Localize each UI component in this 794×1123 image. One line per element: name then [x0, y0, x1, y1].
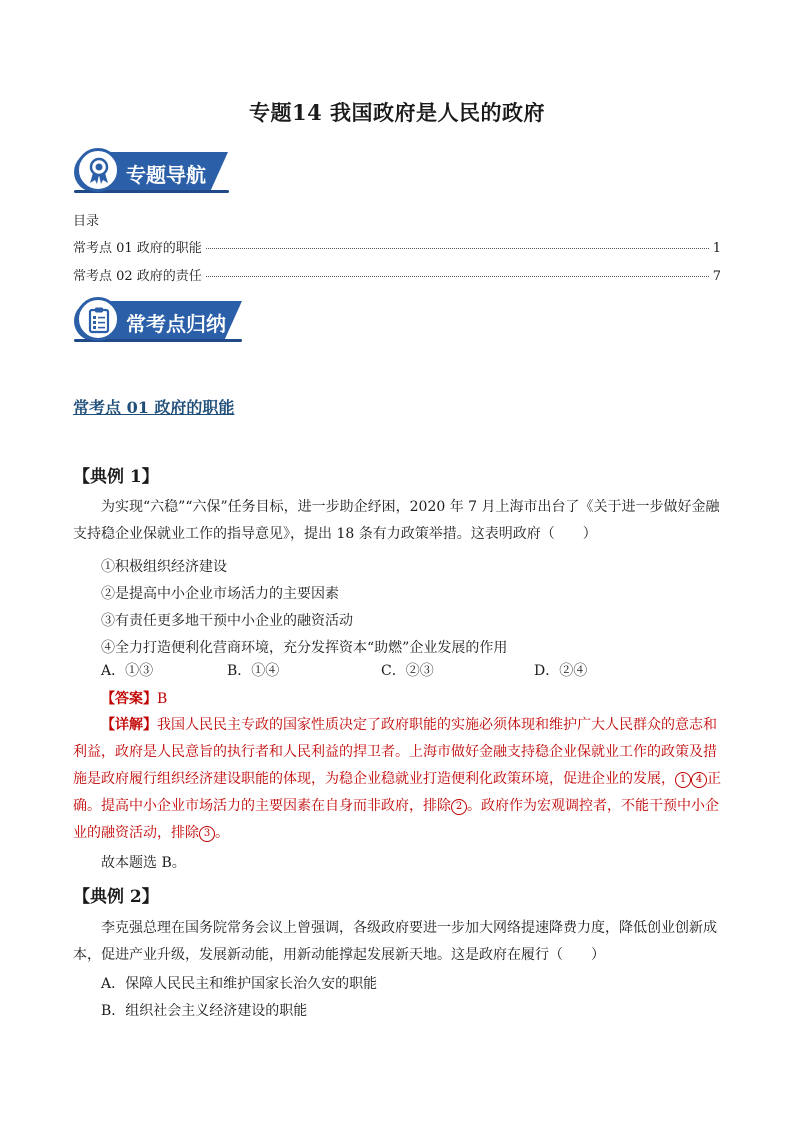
summary-banner: [74, 301, 242, 341]
toc-item-label: 常考点 02 政府的责任: [73, 269, 202, 284]
summary-banner-label: 常考点归纳: [126, 312, 226, 336]
example-2-title: 【典例 2】: [73, 887, 159, 907]
example-2-option-b[interactable]: B．组织社会主义经济建设的职能: [101, 1003, 308, 1019]
option-c[interactable]: C．②③: [381, 663, 434, 679]
toc-item[interactable]: [73, 265, 721, 284]
section-heading-link[interactable]: 常考点 01 政府的职能: [73, 398, 235, 417]
answer-line: [101, 688, 167, 708]
statement-4: ④全力打造便利化营商环境，充分发挥资本“助燃”企业发展的作用: [101, 640, 508, 656]
award-ribbon-icon: [76, 148, 120, 192]
example-1-title: 【典例 1】: [73, 467, 159, 487]
detail-tag: 【详解】: [101, 717, 157, 733]
statement-1: ①积极组织经济建设: [101, 559, 227, 575]
statement-3: ③有责任更多地干预中小企业的融资活动: [101, 613, 353, 629]
answer-value: B: [157, 691, 168, 707]
circled-number: 3: [199, 826, 215, 842]
guide-banner: [74, 152, 229, 192]
circled-number: 4: [691, 772, 707, 788]
option-a[interactable]: A．①③: [101, 663, 154, 679]
guide-banner-label: 专题导航: [126, 163, 206, 187]
toc-leader: [206, 276, 709, 277]
statement-2: ②是提高中小企业市场活力的主要因素: [101, 586, 339, 602]
option-d[interactable]: D．②④: [534, 663, 588, 679]
example-2-option-a[interactable]: A．保障人民民主和维护国家长治久安的职能: [101, 976, 378, 992]
toc-item-label: 常考点 01 政府的职能: [73, 241, 202, 256]
clipboard-checklist-icon: [76, 297, 120, 341]
example-1-stem: 为实现“六稳”“六保”任务目标，进一步助企纾困，2020 年 7 月上海市出台了《关于进一步做好金融支持稳企业保就业工作的指导意见》，提出 18 条有力政策举措。这表明政府（ ）: [73, 499, 720, 542]
detail-paragraph: 【详解】我国人民民主专政的国家性质决定了政府职能的实施必须体现和维护广大人民群众的意志和利益，政府是人民意旨的执行者和人民利益的捍卫者。上海市做好金融支持稳企业保就业工作的政策及措施是政府履行组织经济建设职能的体现，为稳企业稳就业打造便利化政策环境，促进企业的发展， 1 4 正确。提高中小企业市场活力的主要因素在自身而非政府，排除 2 。政府作为宏观调控者，不能干预中小企业的融资活动，排除 3 。: [73, 717, 721, 841]
answer-tag: 【答案】: [101, 691, 157, 707]
toc-item-page: 1: [712, 241, 721, 256]
conclusion: 故本题选 B。: [101, 855, 186, 871]
page-title: 专题14 我国政府是人民的政府: [248, 100, 546, 125]
circled-number: 1: [675, 772, 691, 788]
toc-item-page: 7: [712, 269, 721, 284]
circled-number: 2: [451, 799, 467, 815]
toc-item[interactable]: [73, 237, 721, 256]
option-b[interactable]: B．①④: [227, 663, 280, 679]
toc-leader: [206, 248, 709, 249]
example-2-stem: 李克强总理在国务院常务会议上曾强调，各级政府要进一步加大网络提速降费力度，降低创业创新成本，促进产业升级，发展新动能，用新动能撑起发展新天地。这是政府在履行（ ）: [73, 920, 717, 963]
toc-heading: 目录: [73, 214, 100, 229]
